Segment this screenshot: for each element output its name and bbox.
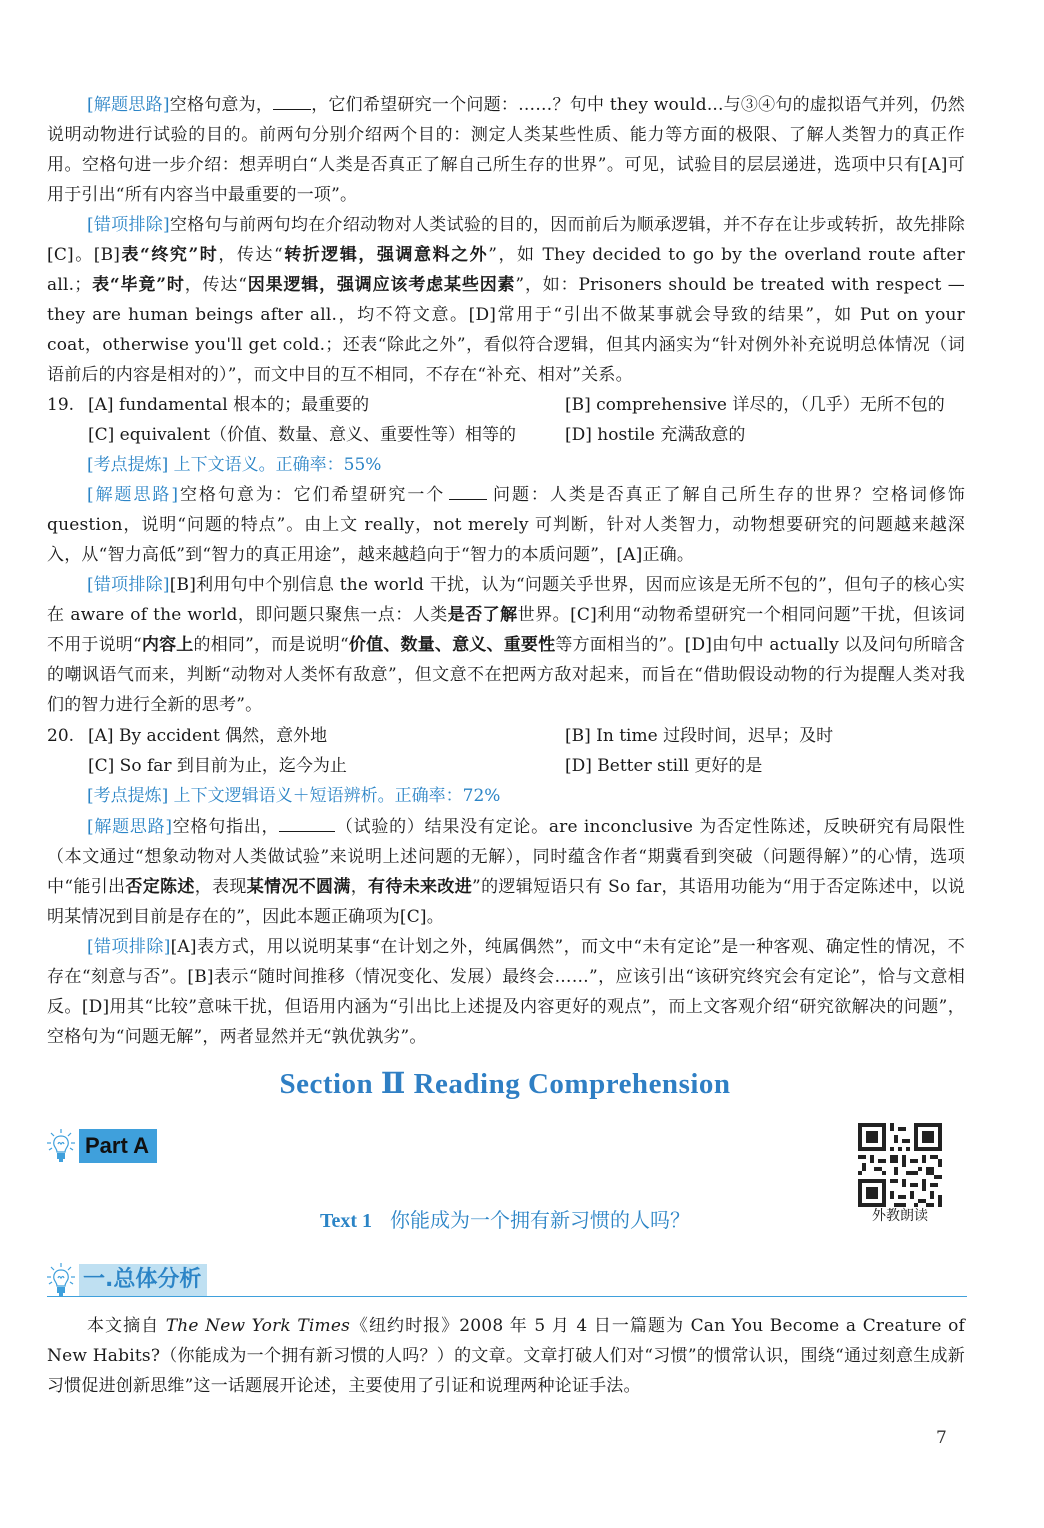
bold-text: 有待未来改进 [368,877,473,897]
option-d: [D] hostile 充满敌意的 [565,425,746,445]
reasoning-tag: [解题思路] [87,485,179,505]
option-a: [A] fundamental 根本的；最重要的 [88,395,370,415]
elimination-text: [B]利用句中个别信息 the world 干扰，认为“问题关乎世界，因而应该是无所不包的”，但句子的核心实在 aware of the world，即问题只聚焦一点：人类 [47,575,965,625]
overall-analysis-heading [47,1262,207,1298]
q20-elimination [47,932,965,1052]
bold-text: 表“终究”时 [120,245,219,265]
q20-keypoint: [考点提炼] 上下文逻辑语义＋短语辨析。正确率：72% [87,786,501,806]
q20-options-row-1 [47,721,965,751]
lightbulb-icon [47,1128,75,1164]
reasoning-text: ， [350,877,369,897]
qr-label: 外教朗读 [872,1208,928,1224]
reasoning-text: 空格句意为：它们希望研究一个 [178,485,446,505]
q18-elimination [47,210,965,390]
elimination-text: ，传达“ [184,275,248,295]
heading-divider [47,1296,967,1297]
text-title-cn: 你能成为一个拥有新习惯的人吗？ [390,1208,691,1232]
source-title: The New York Times [165,1316,351,1336]
reasoning-text: ，表现 [194,877,247,897]
part-a-label: Part A [79,1129,157,1163]
option-b: [B] In time 过段时间，迟早；及时 [565,726,834,746]
elimination-tag: [错项排除] [87,575,170,595]
elimination-tag: [错项排除] [87,937,171,957]
overall-analysis-label: 一.总体分析 [79,1264,207,1296]
elimination-text: ，传达“ [218,245,283,265]
text-title [0,1204,1010,1233]
option-d: [D] Better still 更好的是 [565,756,763,776]
overall-text: 本文摘自 [87,1316,166,1336]
qr-code-icon[interactable] [858,1123,942,1207]
elimination-text: [A]表方式，用以说明某事“在计划之外，纯属偶然”，而文中“未有定论”是一种客观、确定性的情况，不存在“刻意与否”。[B]表示“随时间推移（情况变化、发展）最终会……”，应该引出“该研究终究会有定论”，恰与文意相反。[D]用其“比较”意味干扰，但语用内涵为“引出比上述提及内容更好的观点”，而上文客观介绍“研究欲解决的问题”，空格句为“问题无解”，两者显然并无“孰优孰劣”。 [47,937,965,1047]
blank-line [279,815,335,832]
bold-text: 否定陈述 [125,877,195,897]
elimination-text: ”，如 They decided to go by the overland route after all.； [47,245,965,295]
text-label: Text 1 [319,1210,373,1232]
bold-text: 价值、数量、意义、重要性 [348,635,556,655]
reasoning-text: 空格句意为， [169,95,274,115]
elimination-tag: [错项排除] [87,215,170,235]
overall-analysis-text [47,1311,965,1401]
bold-text: 内容上 [141,635,194,655]
option-c: [C] equivalent（价值、数量、意义、重要性等）相等的 [88,425,517,445]
blank-line [449,483,487,500]
elimination-text: 空格句与前两句均在介绍动物对人类试验的目的，因而前后为顺承逻辑，并不存在让步或转折，故先排除[C]。[B] [47,215,965,265]
option-c: [C] So far 到目前为止，迄今为止 [88,756,347,776]
option-b: [B] comprehensive 详尽的，（几乎）无所不包的 [565,395,945,415]
elimination-text: 的相同”，而是说明“ [193,635,349,655]
q19-options-row-2 [47,420,965,450]
overall-text: 《纽约时报》2008 年 5 月 4 日一篇题为 Can You Become a Creature of New Habits?（你能成为一个拥有新习惯的人吗？）的文章。文章打破人们对“习惯”的惯常认识，围绕“通过刻意生成新习惯促进创新思维”这一话题展开论述，主要使用了引证和说理两种论证手法。 [47,1316,965,1396]
elimination-text: 等方面相当的”。[D]由句中 actually 以及问句所暗含的嘲讽语气而来，判断“动物对人类怀有敌意”，但文意不在把两方敌对起来，而旨在“借助假设动物的行为提醒人类对我们的智力进行全新的思考”。 [47,635,965,715]
lightbulb-icon [47,1262,75,1298]
question-number: 19. [47,395,75,415]
reasoning-text: ”的逻辑短语只有 So far，其语用功能为“用于否定陈述中，以说明某情况到目前是存在的”，因此本题正确项为[C]。 [47,877,965,927]
option-a: [A] By accident 偶然，意外地 [88,726,328,746]
part-a-heading [47,1126,157,1166]
elimination-text: ”，如：Prisoners should be treated with respect — they are human beings after all.，均不符文意。[D]常用于“引出不做某事就会导致的结果”，如 Put on your coat，otherwise you'll get cold.；还表“除此之外”，看似符合逻辑，但其内涵实为“针对例外补充说明总体情况（词语前后的内容是相对的）”，而文中目的互不相同，不存在“补充、相对”关系。 [47,275,965,385]
q18-reasoning [47,90,965,210]
blank-line [273,93,311,110]
question-number: 20. [47,726,75,746]
bold-text: 某情况不圆满 [246,877,351,897]
reasoning-text: ，它们希望研究一个问题：……？句中 they would...与③④句的虚拟语气并列，仍然说明动物进行试验的目的。前两句分别介绍两个目的：测定人类某些性质、能力等方面的极限、了解人类智力的真正作用。空格句进一步介绍：想弄明白“人类是否真正了解自己所生存的世界”。可见，试验目的层层递进，选项中只有[A]可用于引出“所有内容当中最重要的一项”。 [47,95,965,205]
q20-options-row-2 [47,751,965,781]
reasoning-text: 问题：人类是否真正了解自己所生存的世界？空格词修饰 question，说明“问题的特点”。由上文 really，not merely 可判断，针对人类智力，动物想要研究的问题越来越深入，从“智力高低”到“智力的真正用途”，越来越趋向于“智力的本质问题”，[A]正确。 [47,485,965,565]
page-number: 7 [936,1428,947,1448]
elimination-text: 世界。[C]利用“动物希望研究一个相同问题”干扰，但该词不用于说明“ [47,605,965,655]
bold-text: 是否了解 [447,605,518,625]
q19-keypoint: [考点提炼] 上下文语义。正确率：55% [87,455,382,475]
reasoning-tag: [解题思路] [87,817,173,837]
bold-text: 表“毕竟”时 [91,275,185,295]
q19-reasoning [47,480,965,570]
q20-reasoning [47,812,965,932]
bold-text: 因果逻辑，强调应该考虑某些因素 [247,275,516,295]
reasoning-text: （试验的）结果没有定论。are inconclusive 为否定性陈述，反映研究有局限性（本文通过“想象动物对人类做试验”来说明上述问题的无解），同时蕴含作者“期冀看到突破（问题得解）”的心情，选项中“能引出 [47,817,965,897]
reasoning-text: 空格句指出， [172,817,280,837]
section-title: Section Ⅱ Reading Comprehension [279,1068,731,1100]
q19-elimination [47,570,965,720]
bold-text: 转折逻辑，强调意料之外 [282,245,489,265]
q19-options-row-1 [47,390,965,420]
reasoning-tag: [解题思路] [87,95,170,115]
